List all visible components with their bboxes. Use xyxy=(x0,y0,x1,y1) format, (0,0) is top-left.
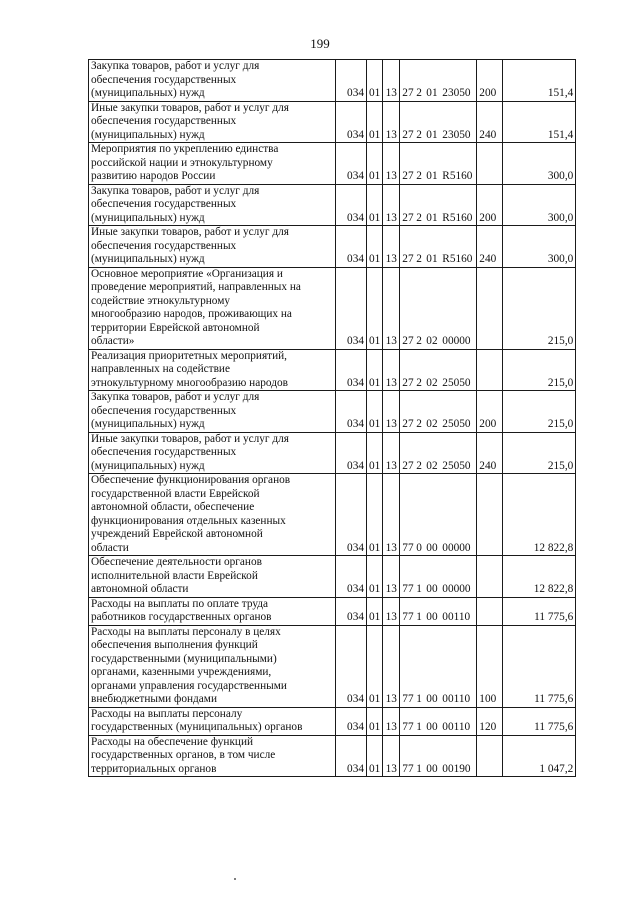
ministry-code-cell: 034 xyxy=(336,707,367,735)
target-article-part: 00 xyxy=(426,541,438,554)
expense-name-cell: Обеспечение деятельности органов исполнительной власти Еврейской автономной области xyxy=(89,556,336,598)
expense-name-cell: Закупка товаров, работ и услуг для обеспечения государственных (муниципальных) нужд xyxy=(89,60,336,102)
target-article-part: 27 xyxy=(402,253,414,265)
section-code-cell: 01 xyxy=(367,597,383,625)
ministry-code-cell: 034 xyxy=(336,735,367,777)
target-article-part: 1 xyxy=(416,721,422,733)
table-row xyxy=(89,267,576,349)
target-article-cell xyxy=(400,267,477,349)
target-article-part: 77 xyxy=(402,762,414,775)
section-code-cell: 01 xyxy=(367,60,383,102)
target-article-part: 2 xyxy=(416,211,422,224)
ministry-code-cell: 034 xyxy=(336,556,367,598)
section-code-cell: 01 xyxy=(367,556,383,598)
expense-name-cell: Обеспечение функционирования органов государственной власти Еврейской автономной области, обеспечение функционирования отдельных казенных учреждений Еврейской автономной области xyxy=(89,474,336,556)
section-code-cell: 01 xyxy=(367,432,383,474)
target-article-part: 0 xyxy=(416,541,422,554)
target-article-part: 27 xyxy=(402,418,414,430)
expense-type-cell xyxy=(477,474,503,556)
section-code-cell: 01 xyxy=(367,184,383,226)
subsection-code-cell: 13 xyxy=(383,101,400,143)
amount-cell: 215,0 xyxy=(503,391,576,433)
target-article-cell xyxy=(400,143,477,185)
amount-cell: 1 047,2 xyxy=(503,735,576,777)
target-article-part: 27 xyxy=(402,459,414,472)
expense-type-cell xyxy=(477,349,503,391)
amount-cell: 215,0 xyxy=(503,267,576,349)
subsection-code-cell: 13 xyxy=(383,184,400,226)
target-article-cell xyxy=(400,474,477,556)
subsection-code-cell: 13 xyxy=(383,625,400,707)
amount-cell: 12 822,8 xyxy=(503,474,576,556)
target-article-cell xyxy=(400,226,477,268)
subsection-code-cell: 13 xyxy=(383,226,400,268)
target-article-part: 25050 xyxy=(442,376,471,389)
budget-table xyxy=(88,59,576,777)
table-row xyxy=(89,60,576,102)
expense-name-cell: Иные закупки товаров, работ и услуг для обеспечения государственных (муниципальных) нужд xyxy=(89,226,336,268)
expense-name-cell: Расходы на выплаты по оплате труда работников государственных органов xyxy=(89,597,336,625)
target-article-part: 23050 xyxy=(442,87,471,99)
expense-type-cell: 240 xyxy=(477,101,503,143)
expense-type-cell xyxy=(477,597,503,625)
target-article-part: 27 xyxy=(402,376,414,389)
amount-cell: 300,0 xyxy=(503,226,576,268)
target-article-part: 77 xyxy=(402,541,414,554)
target-article-part: 00 xyxy=(426,721,438,733)
ministry-code-cell: 034 xyxy=(336,184,367,226)
budget-table-body xyxy=(89,60,576,777)
expense-type-cell: 120 xyxy=(477,707,503,735)
amount-cell: 12 822,8 xyxy=(503,556,576,598)
target-article-part: 2 xyxy=(416,253,422,265)
expense-name-cell: Реализация приоритетных мероприятий, направленных на содействие этнокультурному многообразию народов xyxy=(89,349,336,391)
subsection-code-cell: 13 xyxy=(383,597,400,625)
target-article-part: 27 xyxy=(402,128,414,141)
section-code-cell: 01 xyxy=(367,267,383,349)
target-article-cell xyxy=(400,184,477,226)
amount-cell: 300,0 xyxy=(503,184,576,226)
target-article-part: 00 xyxy=(426,611,438,623)
expense-type-cell xyxy=(477,556,503,598)
target-article-cell xyxy=(400,391,477,433)
ministry-code-cell: 034 xyxy=(336,267,367,349)
target-article-part: 1 xyxy=(416,611,422,623)
target-article-cell xyxy=(400,60,477,102)
amount-cell: 11 775,6 xyxy=(503,625,576,707)
target-article-part: 2 xyxy=(416,128,422,141)
table-row xyxy=(89,432,576,474)
target-article-part: 27 xyxy=(402,170,414,182)
target-article-part: 00110 xyxy=(442,721,471,733)
expense-type-cell xyxy=(477,735,503,777)
section-code-cell: 01 xyxy=(367,391,383,433)
subsection-code-cell: 13 xyxy=(383,60,400,102)
expense-name-cell: Основное мероприятие «Организация и проведение мероприятий, направленных на содействие этнокультурному многообразию народов, проживающих на территории Еврейской автономной области» xyxy=(89,267,336,349)
target-article-part: 2 xyxy=(416,459,422,472)
amount-cell: 11 775,6 xyxy=(503,597,576,625)
target-article-part: 25050 xyxy=(442,418,471,430)
target-article-part: 1 xyxy=(416,762,422,775)
expense-type-cell: 200 xyxy=(477,60,503,102)
amount-cell: 300,0 xyxy=(503,143,576,185)
expense-name-cell: Расходы на обеспечение функций государственных органов, в том числе территориальных органов xyxy=(89,735,336,777)
expense-name-cell: Мероприятия по укреплению единства российской нации и этнокультурному развитию народов России xyxy=(89,143,336,185)
expense-type-cell: 200 xyxy=(477,184,503,226)
target-article-part: 00110 xyxy=(442,611,471,623)
target-article-part: 01 xyxy=(426,211,438,224)
expense-type-cell: 240 xyxy=(477,226,503,268)
subsection-code-cell: 13 xyxy=(383,349,400,391)
ministry-code-cell: 034 xyxy=(336,625,367,707)
target-article-part: 00 xyxy=(426,762,438,775)
target-article-part: 2 xyxy=(416,376,422,389)
expense-type-cell: 200 xyxy=(477,391,503,433)
expense-name-cell: Расходы на выплаты персоналу государственных (муниципальных) органов xyxy=(89,707,336,735)
ministry-code-cell: 034 xyxy=(336,60,367,102)
target-article-cell xyxy=(400,735,477,777)
table-row xyxy=(89,226,576,268)
expense-name-cell: Иные закупки товаров, работ и услуг для обеспечения государственных (муниципальных) нужд xyxy=(89,101,336,143)
section-code-cell: 01 xyxy=(367,707,383,735)
target-article-part: 01 xyxy=(426,253,438,265)
target-article-part: 2 xyxy=(416,170,422,182)
expense-name-cell: Расходы на выплаты персоналу в целях обеспечения выполнения функций государственными (муниципальными) органами, казенными учреждениями, органами управления государственными внебюджетными фондами xyxy=(89,625,336,707)
target-article-cell xyxy=(400,707,477,735)
expense-type-cell xyxy=(477,143,503,185)
table-row xyxy=(89,556,576,598)
scan-speck xyxy=(234,878,236,880)
target-article-part: 00110 xyxy=(442,693,471,705)
target-article-cell xyxy=(400,556,477,598)
target-article-part: R5160 xyxy=(442,170,473,182)
table-row xyxy=(89,143,576,185)
ministry-code-cell: 034 xyxy=(336,143,367,185)
amount-cell: 151,4 xyxy=(503,60,576,102)
target-article-part: 2 xyxy=(416,418,422,430)
target-article-part: 77 xyxy=(402,693,414,705)
section-code-cell: 01 xyxy=(367,143,383,185)
section-code-cell: 01 xyxy=(367,474,383,556)
target-article-part: 27 xyxy=(402,87,414,99)
target-article-part: 27 xyxy=(402,211,414,224)
table-row xyxy=(89,707,576,735)
target-article-part: 00000 xyxy=(442,583,471,595)
expense-name-cell: Закупка товаров, работ и услуг для обеспечения государственных (муниципальных) нужд xyxy=(89,391,336,433)
target-article-part: 01 xyxy=(426,87,438,99)
table-row xyxy=(89,474,576,556)
subsection-code-cell: 13 xyxy=(383,143,400,185)
target-article-part: 2 xyxy=(416,335,422,347)
ministry-code-cell: 034 xyxy=(336,226,367,268)
target-article-part: 02 xyxy=(426,459,438,472)
table-row xyxy=(89,184,576,226)
target-article-cell xyxy=(400,625,477,707)
target-article-cell xyxy=(400,432,477,474)
table-row xyxy=(89,735,576,777)
ministry-code-cell: 034 xyxy=(336,474,367,556)
section-code-cell: 01 xyxy=(367,735,383,777)
target-article-part: 2 xyxy=(416,87,422,99)
target-article-part: 77 xyxy=(402,583,414,595)
section-code-cell: 01 xyxy=(367,226,383,268)
table-row xyxy=(89,391,576,433)
target-article-part: 27 xyxy=(402,335,414,347)
target-article-part: 00 xyxy=(426,693,438,705)
target-article-part: 02 xyxy=(426,418,438,430)
target-article-cell xyxy=(400,349,477,391)
target-article-part: 01 xyxy=(426,128,438,141)
target-article-cell xyxy=(400,597,477,625)
section-code-cell: 01 xyxy=(367,625,383,707)
target-article-part: 01 xyxy=(426,170,438,182)
expense-name-cell: Иные закупки товаров, работ и услуг для обеспечения государственных (муниципальных) нужд xyxy=(89,432,336,474)
amount-cell: 215,0 xyxy=(503,432,576,474)
table-row xyxy=(89,597,576,625)
expense-type-cell: 100 xyxy=(477,625,503,707)
ministry-code-cell: 034 xyxy=(336,349,367,391)
target-article-part: R5160 xyxy=(442,253,473,265)
subsection-code-cell: 13 xyxy=(383,267,400,349)
amount-cell: 215,0 xyxy=(503,349,576,391)
table-row xyxy=(89,625,576,707)
amount-cell: 11 775,6 xyxy=(503,707,576,735)
ministry-code-cell: 034 xyxy=(336,432,367,474)
expense-type-cell: 240 xyxy=(477,432,503,474)
target-article-part: 77 xyxy=(402,611,414,623)
target-article-part: 00190 xyxy=(442,762,471,775)
ministry-code-cell: 034 xyxy=(336,597,367,625)
subsection-code-cell: 13 xyxy=(383,432,400,474)
subsection-code-cell: 13 xyxy=(383,391,400,433)
subsection-code-cell: 13 xyxy=(383,707,400,735)
target-article-part: R5160 xyxy=(442,211,473,224)
target-article-part: 1 xyxy=(416,583,422,595)
expense-name-cell: Закупка товаров, работ и услуг для обеспечения государственных (муниципальных) нужд xyxy=(89,184,336,226)
expense-type-cell xyxy=(477,267,503,349)
table-row xyxy=(89,101,576,143)
target-article-part: 00000 xyxy=(442,335,471,347)
subsection-code-cell: 13 xyxy=(383,735,400,777)
target-article-part: 00 xyxy=(426,583,438,595)
table-row xyxy=(89,349,576,391)
section-code-cell: 01 xyxy=(367,101,383,143)
target-article-part: 1 xyxy=(416,693,422,705)
ministry-code-cell: 034 xyxy=(336,391,367,433)
subsection-code-cell: 13 xyxy=(383,474,400,556)
page-number: 199 xyxy=(310,36,330,51)
target-article-part: 77 xyxy=(402,721,414,733)
amount-cell: 151,4 xyxy=(503,101,576,143)
ministry-code-cell: 034 xyxy=(336,101,367,143)
target-article-part: 02 xyxy=(426,335,438,347)
subsection-code-cell: 13 xyxy=(383,556,400,598)
section-code-cell: 01 xyxy=(367,349,383,391)
target-article-part: 25050 xyxy=(442,459,471,472)
target-article-part: 02 xyxy=(426,376,438,389)
target-article-part: 23050 xyxy=(442,128,471,141)
target-article-part: 00000 xyxy=(442,541,471,554)
target-article-cell xyxy=(400,101,477,143)
